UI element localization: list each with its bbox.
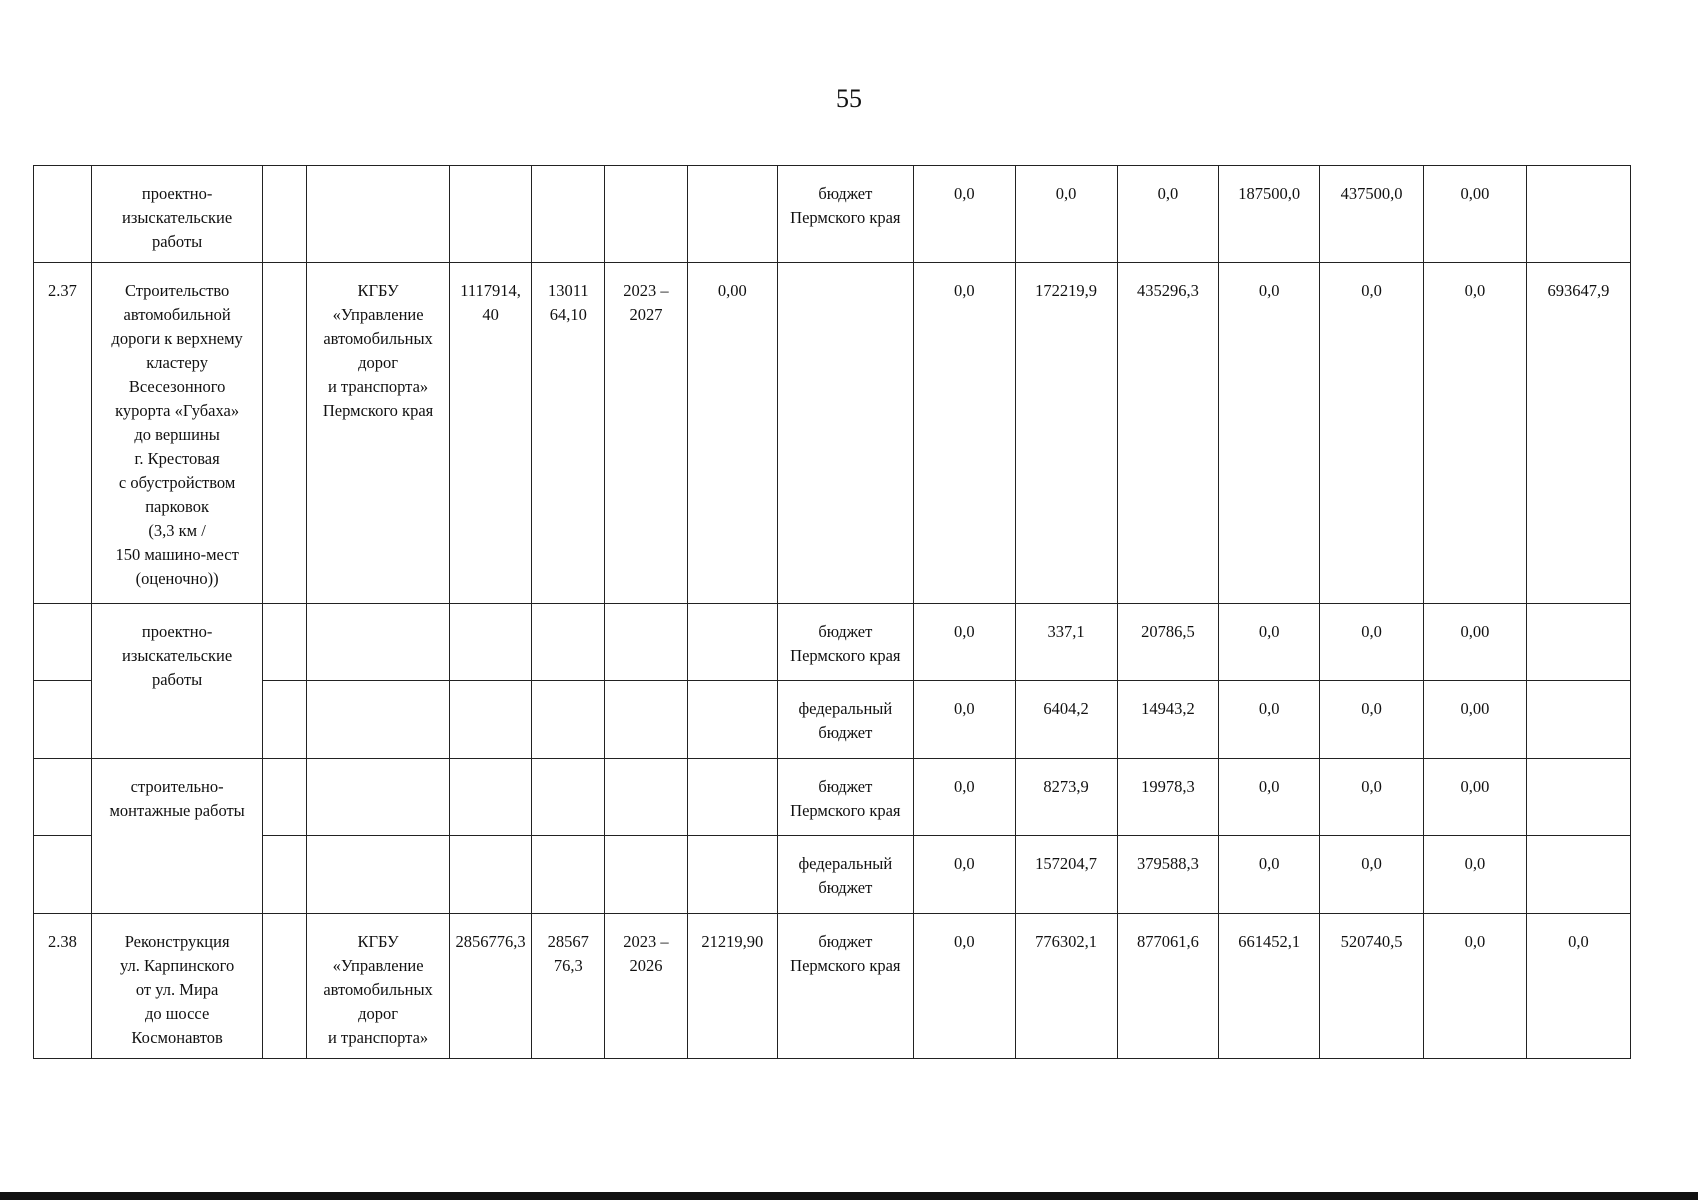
cell xyxy=(307,604,450,681)
cell: КГБУ «Управление автомобильных дорог и транспорта» Пермского края xyxy=(307,263,450,604)
cell xyxy=(449,166,532,263)
cell: 661452,1 xyxy=(1219,914,1320,1059)
cell: бюджет Пермского края xyxy=(777,166,913,263)
cell: 13011 64,10 xyxy=(532,263,605,604)
cell: 0,0 xyxy=(913,166,1015,263)
cell: Реконструкция ул. Карпинского от ул. Мира до шоссе Космонавтов xyxy=(91,914,262,1059)
cell xyxy=(263,166,307,263)
cell xyxy=(307,759,450,836)
cell xyxy=(1526,759,1630,836)
cell: 157204,7 xyxy=(1015,836,1117,914)
cell: 0,0 xyxy=(1424,914,1527,1059)
cell: 520740,5 xyxy=(1320,914,1424,1059)
cell xyxy=(1526,604,1630,681)
cell xyxy=(449,604,532,681)
cell: 0,0 xyxy=(1320,604,1424,681)
cell xyxy=(605,759,688,836)
cell: 0,0 xyxy=(913,263,1015,604)
cell: 0,0 xyxy=(1320,263,1424,604)
cell: бюджет Пермского края xyxy=(777,914,913,1059)
cell: федеральный бюджет xyxy=(777,836,913,914)
page-number: 55 xyxy=(836,84,862,113)
cell xyxy=(687,604,777,681)
cell: 379588,3 xyxy=(1117,836,1219,914)
cell: 0,0 xyxy=(1320,681,1424,759)
cell xyxy=(34,681,92,759)
cell xyxy=(263,681,307,759)
cell xyxy=(532,166,605,263)
cell: 0,0 xyxy=(913,681,1015,759)
cell: 693647,9 xyxy=(1526,263,1630,604)
cell xyxy=(263,759,307,836)
cell: бюджет Пермского края xyxy=(777,759,913,836)
cell xyxy=(1526,681,1630,759)
cell: 0,00 xyxy=(1424,681,1527,759)
cell xyxy=(263,914,307,1059)
cell: 337,1 xyxy=(1015,604,1117,681)
cell: 0,0 xyxy=(913,836,1015,914)
cell: 0,0 xyxy=(1526,914,1630,1059)
budget-table xyxy=(33,165,1631,1059)
cell xyxy=(687,166,777,263)
cell: 2856776,3 xyxy=(449,914,532,1059)
cell: 1117914, 40 xyxy=(449,263,532,604)
table-row xyxy=(34,166,1631,263)
cell: 0,00 xyxy=(1424,166,1527,263)
cell: 0,0 xyxy=(1219,681,1320,759)
cell xyxy=(34,604,92,681)
cell xyxy=(687,681,777,759)
cell xyxy=(532,759,605,836)
cell xyxy=(263,263,307,604)
cell xyxy=(605,166,688,263)
cell: 435296,3 xyxy=(1117,263,1219,604)
cell: 0,00 xyxy=(1424,759,1527,836)
cell: 19978,3 xyxy=(1117,759,1219,836)
cell: 187500,0 xyxy=(1219,166,1320,263)
cell: федеральный бюджет xyxy=(777,681,913,759)
cell xyxy=(307,836,450,914)
cell xyxy=(605,836,688,914)
cell xyxy=(1526,836,1630,914)
cell xyxy=(605,604,688,681)
table-row xyxy=(34,759,1631,836)
cell: 2.37 xyxy=(34,263,92,604)
cell: строительно- монтажные работы xyxy=(91,759,262,914)
cell: 172219,9 xyxy=(1015,263,1117,604)
table-row xyxy=(34,263,1631,604)
cell: 0,0 xyxy=(1219,263,1320,604)
cell: 0,0 xyxy=(1219,604,1320,681)
cell xyxy=(687,759,777,836)
cell xyxy=(449,759,532,836)
cell: 21219,90 xyxy=(687,914,777,1059)
cell: 0,0 xyxy=(1320,759,1424,836)
cell xyxy=(307,166,450,263)
cell: 0,0 xyxy=(1320,836,1424,914)
cell: 2023 – 2026 xyxy=(605,914,688,1059)
cell: 8273,9 xyxy=(1015,759,1117,836)
cell: 0,0 xyxy=(1015,166,1117,263)
cell: КГБУ «Управление автомобильных дорог и транспорта» xyxy=(307,914,450,1059)
cell xyxy=(307,681,450,759)
cell: 2.38 xyxy=(34,914,92,1059)
table-row xyxy=(34,836,1631,914)
cell xyxy=(34,836,92,914)
cell: 0,0 xyxy=(1424,836,1527,914)
cell: 0,0 xyxy=(1117,166,1219,263)
cell: 20786,5 xyxy=(1117,604,1219,681)
cell: 0,0 xyxy=(913,759,1015,836)
cell xyxy=(34,759,92,836)
cell xyxy=(263,836,307,914)
cell: проектно- изыскательские работы xyxy=(91,166,262,263)
cell xyxy=(532,604,605,681)
cell xyxy=(449,836,532,914)
cell: 877061,6 xyxy=(1117,914,1219,1059)
cell: 6404,2 xyxy=(1015,681,1117,759)
cell: 0,0 xyxy=(913,604,1015,681)
cell xyxy=(449,681,532,759)
cell: 0,00 xyxy=(1424,604,1527,681)
cell xyxy=(605,681,688,759)
table-row xyxy=(34,681,1631,759)
cell xyxy=(34,166,92,263)
cell xyxy=(263,604,307,681)
cell: 0,0 xyxy=(1424,263,1527,604)
cell: 0,00 xyxy=(687,263,777,604)
cell: 14943,2 xyxy=(1117,681,1219,759)
cell xyxy=(532,836,605,914)
table-row xyxy=(34,914,1631,1059)
cell: 2023 – 2027 xyxy=(605,263,688,604)
cell: Строительство автомобильной дороги к верхнему кластеру Всесезонного курорта «Губаха» до вершины г. Крестовая с обустройством парковок (3,3 км / 150 машино-мест (оценочно)) xyxy=(91,263,262,604)
cell: 437500,0 xyxy=(1320,166,1424,263)
cell: 776302,1 xyxy=(1015,914,1117,1059)
cell: 0,0 xyxy=(1219,836,1320,914)
table-row xyxy=(34,604,1631,681)
cell: проектно- изыскательские работы xyxy=(91,604,262,759)
scan-bottom-edge xyxy=(0,1192,1698,1200)
cell: бюджет Пермского края xyxy=(777,604,913,681)
cell xyxy=(1526,166,1630,263)
cell: 0,0 xyxy=(913,914,1015,1059)
cell xyxy=(532,681,605,759)
cell: 28567 76,3 xyxy=(532,914,605,1059)
cell xyxy=(687,836,777,914)
cell xyxy=(777,263,913,604)
cell: 0,0 xyxy=(1219,759,1320,836)
